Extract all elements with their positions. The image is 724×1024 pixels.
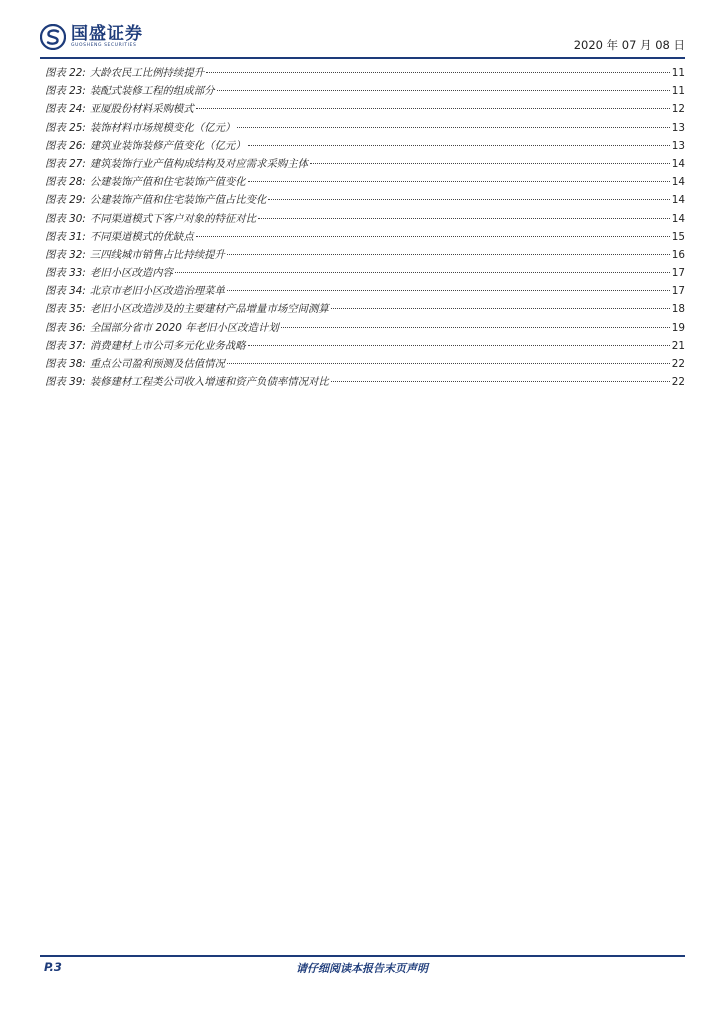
- toc-entry-title: 装配式装修工程的组成部分: [89, 85, 215, 98]
- page-header: [40, 22, 685, 52]
- logo-text: [71, 25, 143, 49]
- toc-entry[interactable]: [45, 282, 685, 300]
- toc-entry-page: 14: [671, 194, 685, 207]
- toc-leader-dots: [331, 381, 670, 382]
- toc-entry-title: 不同渠道模式下客户对象的特征对比: [89, 212, 257, 225]
- toc-entry[interactable]: [45, 155, 685, 173]
- toc-leader-dots: [237, 127, 669, 128]
- toc-entry-label: 图表 28:: [45, 176, 86, 189]
- toc-entry-page: 11: [671, 85, 685, 98]
- toc-entry-label: 图表 38:: [45, 358, 86, 370]
- toc-entry[interactable]: [45, 319, 685, 337]
- toc-entry[interactable]: [45, 246, 685, 264]
- toc-entry-label: 图表 39:: [45, 376, 86, 389]
- toc-entry-label: 图表 32:: [45, 248, 86, 261]
- toc-entry-page: 14: [671, 157, 685, 170]
- toc-entry-title: 消费建材上市公司多元化业务战略: [89, 339, 246, 352]
- guosheng-logo-icon: [40, 24, 66, 50]
- toc-entry-label: 图表 30:: [45, 212, 86, 225]
- toc-entry-page: 14: [671, 212, 685, 225]
- toc-leader-dots: [310, 163, 670, 164]
- toc-entry-title: 老旧小区改造涉及的主要建材产品增量市场空间测算: [89, 303, 329, 316]
- toc-entry-label: 图表 25:: [45, 121, 86, 134]
- toc-entry-title: 北京市老旧小区改造治理菜单: [89, 285, 225, 298]
- toc-entry-page: 11: [671, 67, 685, 79]
- toc-entry-title: 重点公司盈利预测及估值情况: [89, 358, 225, 370]
- toc-entry[interactable]: [45, 355, 685, 373]
- toc-entry-page: 14: [671, 176, 685, 189]
- toc-entry-title: 装饰材料市场规模变化（亿元）: [89, 121, 236, 134]
- toc-leader-dots: [248, 145, 670, 146]
- toc-entry-title: 亚厦股份材料采购模式: [89, 103, 194, 116]
- toc-entry-page: 17: [671, 267, 685, 280]
- toc-entry-page: 13: [671, 139, 685, 152]
- page-number: P.3: [44, 960, 62, 974]
- toc-entry-title: 公建装饰产值和住宅装饰产值占比变化: [89, 194, 267, 207]
- toc-entry[interactable]: [45, 191, 685, 209]
- toc-leader-dots: [268, 199, 669, 200]
- toc-entry-page: 15: [671, 230, 685, 243]
- toc-entry-label: 图表 36:: [45, 321, 86, 334]
- disclaimer-note: 请仔细阅读本报告末页声明: [296, 962, 428, 975]
- toc-entry[interactable]: [45, 300, 685, 318]
- toc-entry-title: 老旧小区改造内容: [89, 267, 173, 280]
- toc-entry[interactable]: [45, 100, 685, 118]
- toc-leader-dots: [196, 236, 670, 237]
- toc-leader-dots: [227, 290, 670, 291]
- toc-entry-title: 不同渠道模式的优缺点: [89, 230, 194, 243]
- toc-entry-title: 建筑装饰行业产值构成结构及对应需求采购主体: [89, 157, 309, 170]
- toc-leader-dots: [331, 308, 670, 309]
- toc-leader-dots: [248, 345, 670, 346]
- toc-entry-page: 21: [671, 339, 685, 352]
- toc-entry-label: 图表 31:: [45, 230, 86, 243]
- toc-entry-page: 13: [671, 121, 685, 134]
- toc-entry[interactable]: [45, 373, 685, 391]
- toc-leader-dots: [258, 218, 670, 219]
- toc-entry-label: 图表 33:: [45, 267, 86, 280]
- header-rule: [40, 57, 685, 59]
- toc-entry[interactable]: [45, 137, 685, 155]
- toc-entry-title: 大龄农民工比例持续提升: [89, 67, 205, 79]
- toc-leader-dots: [175, 272, 670, 273]
- toc-entry-title: 公建装饰产值和住宅装饰产值变化: [89, 176, 246, 189]
- toc-entry-label: 图表 37:: [45, 339, 86, 352]
- toc-entry[interactable]: [45, 119, 685, 137]
- toc-entry[interactable]: [45, 337, 685, 355]
- table-of-figures: [45, 64, 685, 391]
- company-logo: [40, 22, 143, 52]
- toc-entry-page: 17: [671, 285, 685, 298]
- toc-entry-label: 图表 22:: [45, 67, 86, 79]
- toc-entry-page: 12: [671, 103, 685, 116]
- toc-entry-title: 装修建材工程类公司收入增速和资产负债率情况对比: [89, 376, 329, 389]
- toc-entry-page: 22: [671, 376, 685, 389]
- toc-entry[interactable]: [45, 64, 685, 82]
- footer-rule: [40, 955, 685, 957]
- toc-entry[interactable]: [45, 264, 685, 282]
- toc-entry-page: 19: [671, 321, 685, 334]
- toc-leader-dots: [248, 181, 670, 182]
- toc-leader-dots: [227, 254, 670, 255]
- toc-entry-label: 图表 27:: [45, 157, 86, 170]
- toc-leader-dots: [206, 72, 670, 73]
- toc-leader-dots: [227, 363, 670, 364]
- toc-entry-title: 三四线城市销售占比持续提升: [89, 248, 225, 261]
- toc-entry-label: 图表 26:: [45, 139, 86, 152]
- toc-entry-page: 16: [671, 248, 685, 261]
- logo-en: GUOSHENG SECURITIES: [71, 43, 137, 48]
- toc-entry-page: 18: [671, 303, 685, 316]
- toc-entry-label: 图表 29:: [45, 194, 86, 207]
- toc-leader-dots: [281, 327, 670, 328]
- toc-entry-page: 22: [671, 358, 685, 370]
- toc-leader-dots: [196, 108, 670, 109]
- toc-entry-title: 建筑业装饰装修产值变化（亿元）: [89, 139, 246, 152]
- toc-entry[interactable]: [45, 173, 685, 191]
- toc-entry-label: 图表 24:: [45, 103, 86, 116]
- toc-entry[interactable]: [45, 210, 685, 228]
- toc-entry-label: 图表 35:: [45, 303, 86, 316]
- toc-entry[interactable]: [45, 228, 685, 246]
- toc-leader-dots: [217, 90, 670, 91]
- logo-cn: 国盛证券: [71, 24, 143, 44]
- toc-entry-title: 全国部分省市 2020 年老旧小区改造计划: [89, 321, 279, 334]
- toc-entry-label: 图表 34:: [45, 285, 86, 298]
- toc-entry-label: 图表 23:: [45, 85, 86, 98]
- toc-entry[interactable]: [45, 82, 685, 100]
- report-date: 2020 年 07 月 08 日: [573, 38, 685, 52]
